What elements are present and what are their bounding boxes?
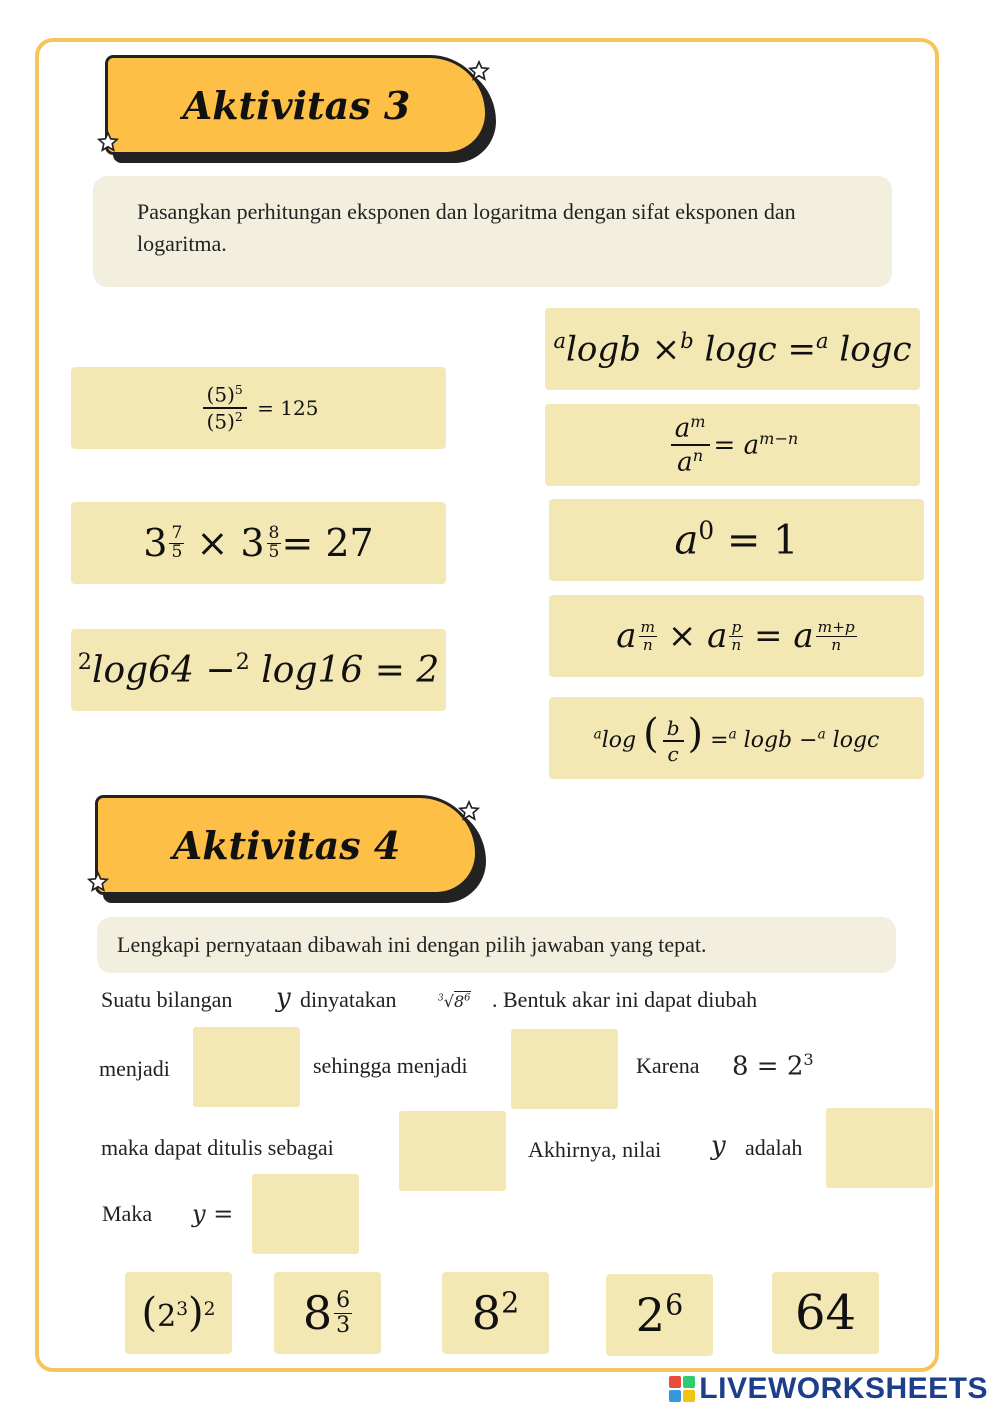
statement-text: Maka <box>102 1201 153 1226</box>
answer-drop-zone-2[interactable] <box>511 1029 618 1109</box>
activity3-instruction: Pasangkan perhitungan eksponen dan logaritma dengan sifat eksponen dan logaritma. <box>93 176 892 287</box>
statement-text: adalah <box>745 1135 803 1160</box>
answer-drop-zone-4[interactable] <box>826 1108 933 1188</box>
activity3-title: Aktivitas 3 <box>182 82 411 128</box>
activity4-instruction: Lengkapi pernyataan dibawah ini dengan pilih jawaban yang tepat. <box>97 917 896 973</box>
liveworksheets-logo <box>669 1372 988 1406</box>
answer-tile-4[interactable]: $2^6$ <box>606 1274 713 1356</box>
variable-y-equals: y = <box>192 1200 234 1228</box>
activity4-title: Aktivitas 4 <box>172 822 401 868</box>
statement-text: dinyatakan <box>300 987 397 1012</box>
statement-text: menjadi <box>99 1056 170 1081</box>
match-card-left-3[interactable]: $^2$log64 −$^2$ log16 = 2 <box>71 629 446 711</box>
match-card-right-2[interactable]: $\frac{a^m}{a^n}$ = $a^{m-n}$ <box>545 404 920 486</box>
answer-drop-zone-1[interactable] <box>193 1027 300 1107</box>
answer-tile-2[interactable]: 8 6 3 <box>274 1272 381 1354</box>
star-icon <box>87 871 109 893</box>
star-icon <box>97 131 119 153</box>
brand-name: LIVEWORKSHEETS <box>699 1372 988 1405</box>
star-icon <box>458 800 480 822</box>
activity4-banner <box>95 795 478 895</box>
answer-tile-1[interactable]: $(2^3)^2$ <box>125 1272 232 1354</box>
equation-8-equals-2-cubed: $8 = 2^3$ <box>732 1050 814 1082</box>
answer-drop-zone-3[interactable] <box>399 1111 506 1191</box>
statement-text: sehingga menjadi <box>313 1053 468 1078</box>
statement-text: maka dapat ditulis sebagai <box>101 1135 334 1160</box>
answer-drop-zone-5[interactable] <box>252 1174 359 1254</box>
match-card-right-4[interactable]: a $\frac{m}{n}$ × a $\frac{p}{n}$ = a m+p n <box>549 595 924 677</box>
statement-text: Akhirnya, nilai <box>528 1137 662 1162</box>
star-icon <box>468 60 490 82</box>
match-card-left-2[interactable]: 3 $\frac{7}{5}$ × 3 $\frac{8}{5}$ = 27 <box>71 502 446 584</box>
activity3-banner <box>105 55 488 155</box>
answer-tile-5[interactable]: 64 <box>772 1272 879 1354</box>
match-card-left-1[interactable]: $\frac{(5)^5}{(5)^2}$ = 125 <box>71 367 446 449</box>
radical-expression: $^3√8^6$ <box>438 992 471 1011</box>
variable-y: y <box>276 983 291 1013</box>
match-card-right-3[interactable]: $a^0 = 1$ <box>549 499 924 581</box>
liveworksheets-logo-icon <box>669 1376 695 1402</box>
answer-tile-3[interactable]: $8^2$ <box>442 1272 549 1354</box>
match-card-right-5[interactable]: $^a$log ( $\frac{b}{c}$ ) =$^a$ logb −$^a$ logc <box>549 697 924 779</box>
statement-text: Suatu bilangan <box>101 987 233 1012</box>
variable-y: y <box>711 1131 726 1161</box>
statement-text: . Bentuk akar ini dapat diubah <box>492 987 758 1012</box>
match-card-right-1[interactable]: $^a$logb ×$^b$ logc =$^a$ logc <box>545 308 920 390</box>
statement-text: Karena <box>636 1053 700 1078</box>
